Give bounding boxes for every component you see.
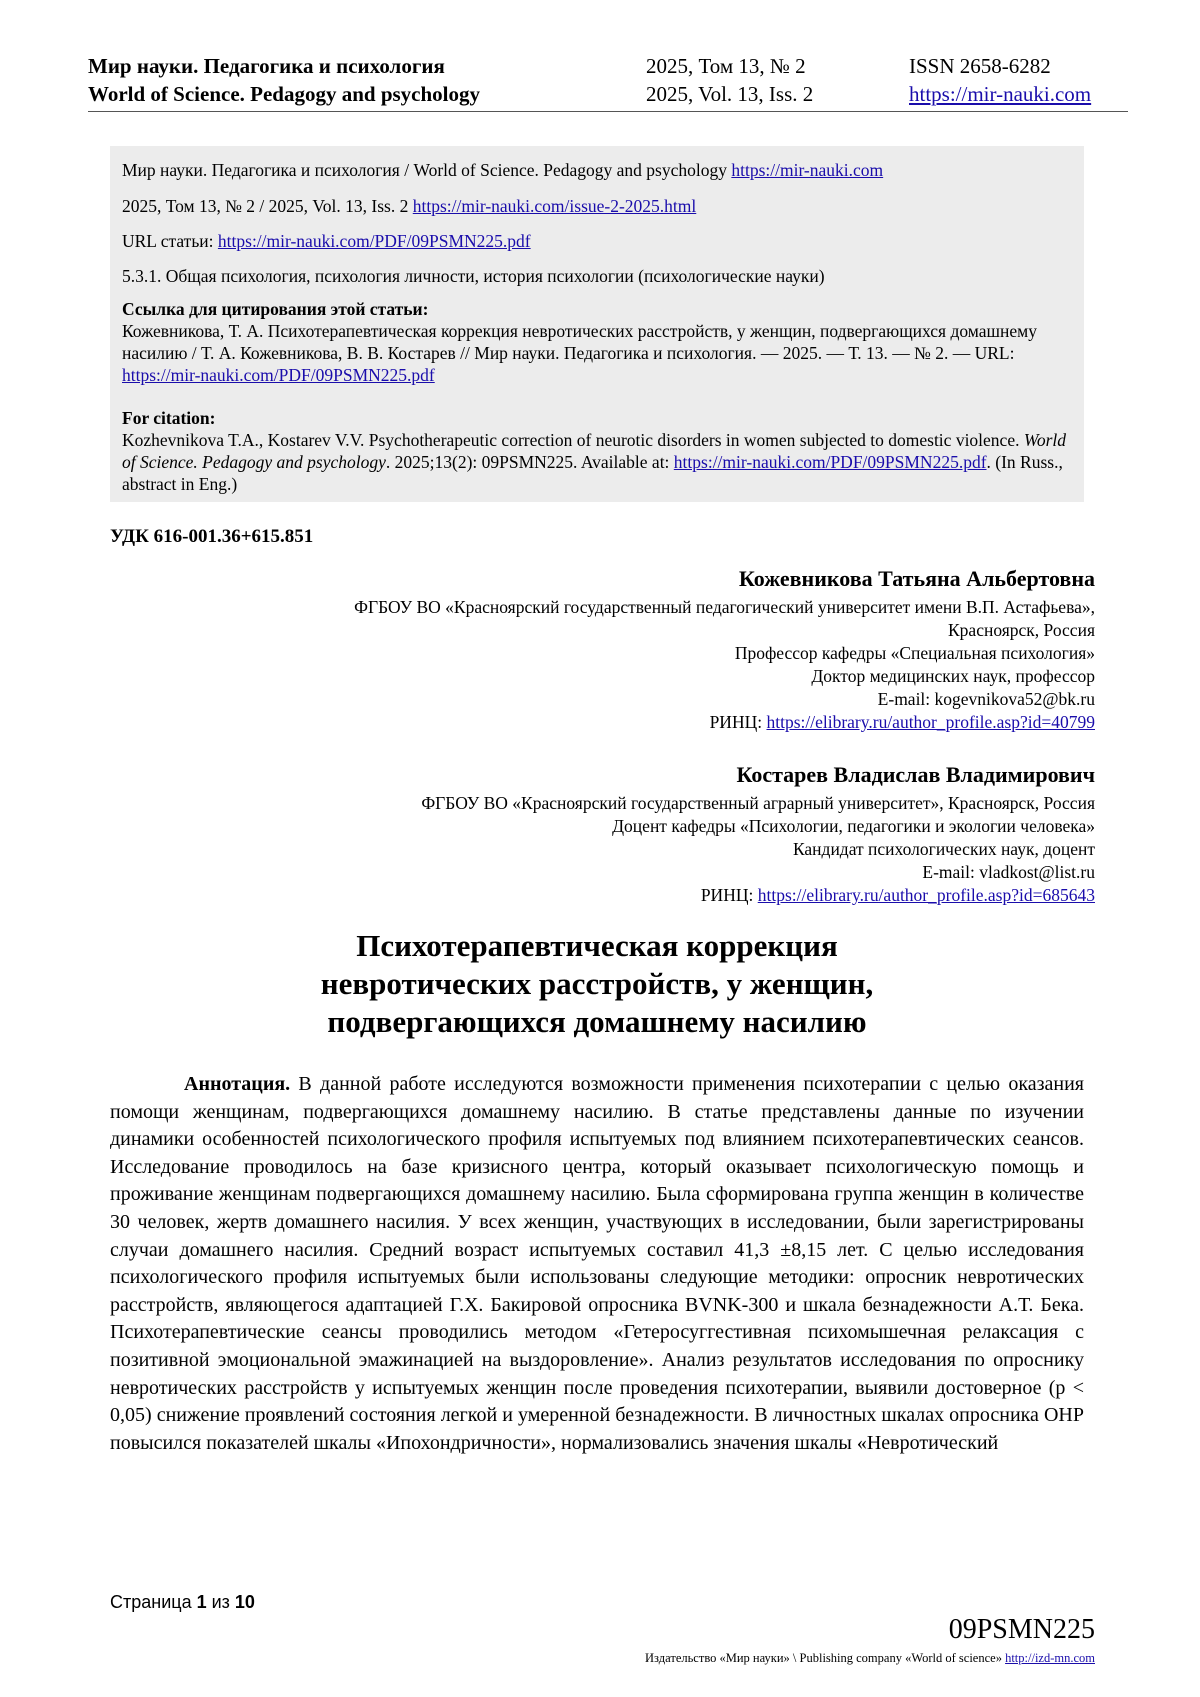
author-degree: Доктор медицинских наук, профессор bbox=[811, 666, 1095, 686]
abstract-text: В данной работе исследуются возможности применения психотерапии с целью оказания помощи женщинам, подвергающихся домашнему насилию. В статье представлены данные по изучении динамики особенностей психологического профиля испытуемых под влиянием психотерапевтических сеансов. Исследование проводилось на базе кризисного центра, который оказывает психологическую помощь и проживание женщинам подвергающихся домашнему насилию. Была сформирована группа женщин в количестве 30 человек, жертв домашнего насилия. У всех женщин, участвующих в исследовании, были зарегистрированы случаи домашнего насилия. Средний возраст испытуемых составил 41,3 ±8,15 лет. С целью исследования психологического профиля испытуемых были использованы следующие методики: опросник невротических расстройств, являющегося адаптацией Г.Х. Бакировой опросника BVNK-300 и шкала безнадежности А.Т. Бека. Психотерапевтические сеансы проводились методом «Гетеросуггестивная психомышечная релаксация с позитивной эмоциональной эмажинацией на выздоровление». Анализ результатов исследования по опроснику невротических расстройств у испытуемых женщин после проведения психотерапии, выявили достоверное (p < 0,05) снижение проявлений состояния легкой и умеренной безнадежности. В личностных шкалах опросника ОНР повысился показателей шкалы «Ипохондричности», нормализовались значения шкалы «Невротический bbox=[110, 1073, 1084, 1454]
page-total: 10 bbox=[234, 1592, 255, 1612]
page-number: 1 bbox=[196, 1592, 207, 1612]
info-url-line bbox=[122, 230, 531, 252]
page-counter bbox=[110, 1592, 255, 1613]
author-block-1 bbox=[195, 564, 1095, 734]
abstract-paragraph bbox=[110, 1071, 1084, 1457]
info-journal-line bbox=[122, 159, 883, 181]
issn: ISSN 2658-6282 bbox=[909, 54, 1051, 78]
publisher-line bbox=[645, 1651, 1095, 1666]
author-block-2 bbox=[195, 760, 1095, 907]
abstract-label: Аннотация. bbox=[184, 1073, 291, 1095]
author-rinc bbox=[195, 711, 1095, 734]
citation-en-label: For citation: bbox=[122, 408, 216, 428]
running-header bbox=[88, 52, 1128, 108]
author-position: Доцент кафедры «Психологии, педагогики и экологии человека» bbox=[612, 816, 1095, 836]
abstract bbox=[110, 1071, 1084, 1457]
author-email: E-mail: vladkost@list.ru bbox=[922, 862, 1095, 882]
author-name: Кожевникова Татьяна Альбертовна bbox=[738, 566, 1095, 591]
author-city: Красноярск, Россия bbox=[948, 620, 1095, 640]
header-divider bbox=[88, 111, 1128, 112]
journal-title-ru: Мир науки. Педагогика и психология bbox=[88, 54, 445, 78]
rinc-label: РИНЦ: bbox=[709, 712, 767, 732]
article-code: 09PSMN225 bbox=[948, 1614, 1095, 1645]
citation-ru-link[interactable]: https://mir-nauki.com/PDF/09PSMN225.pdf bbox=[122, 365, 435, 385]
page-word: Страница bbox=[110, 1592, 197, 1612]
title-line: подвергающихся домашнему насилию bbox=[327, 1004, 867, 1039]
citation-en-text-3: . (In Russ., abstract in Eng.) bbox=[122, 452, 1063, 494]
journal-title-en: World of Science. Pedagogy and psychology bbox=[88, 82, 481, 106]
info-url-label: URL статьи: bbox=[122, 231, 218, 251]
citation-ru bbox=[122, 298, 1072, 386]
issue-en: 2025, Vol. 13, Iss. 2 bbox=[646, 82, 814, 106]
info-issue-text: 2025, Том 13, № 2 / 2025, Vol. 13, Iss. 2 bbox=[122, 196, 413, 216]
citation-en-link[interactable]: https://mir-nauki.com/PDF/09PSMN225.pdf bbox=[673, 452, 987, 472]
citation-en-journal: World of Science. Pedagogy and psychology bbox=[122, 430, 1066, 472]
author-position: Профессор кафедры «Специальная психология» bbox=[734, 643, 1095, 663]
rinc-profile-link[interactable]: https://elibrary.ru/author_profile.asp?id=40799 bbox=[766, 712, 1095, 732]
author-affiliation: ФГБОУ ВО «Красноярский государственный аграрный университет», Красноярск, Россия bbox=[421, 793, 1095, 813]
citation-en-text: Kozhevnikova T.A., Kostarev V.V. Psychotherapeutic correction of neurotic disorders in women subjected to domestic violence. bbox=[122, 430, 1024, 450]
page-of: из bbox=[206, 1592, 235, 1612]
author-affiliation: ФГБОУ ВО «Красноярский государственный педагогический университет имени В.П. Астафьева», bbox=[354, 597, 1095, 617]
info-issue-link[interactable]: https://mir-nauki.com/issue-2-2025.html bbox=[412, 196, 697, 216]
author-degree: Кандидат психологических наук, доцент bbox=[792, 839, 1095, 859]
rinc-label: РИНЦ: bbox=[700, 885, 758, 905]
citation-ru-label: Ссылка для цитирования этой статьи: bbox=[122, 299, 429, 319]
publisher-text: Издательство «Мир науки» \ Publishing company «World of science» bbox=[645, 1651, 1006, 1665]
issue-ru: 2025, Том 13, № 2 bbox=[646, 54, 806, 78]
publisher-link[interactable]: http://izd-mn.com bbox=[1005, 1651, 1095, 1665]
journal-site-link[interactable]: https://mir-nauki.com bbox=[909, 82, 1092, 106]
author-email: E-mail: kogevnikova52@bk.ru bbox=[877, 689, 1095, 709]
info-journal-text: Мир науки. Педагогика и психология / World of Science. Pedagogy and psychology bbox=[122, 160, 732, 180]
citation-en-text-2: . 2025;13(2): 09PSMN225. Available at: bbox=[385, 452, 674, 472]
info-article-url-link[interactable]: https://mir-nauki.com/PDF/09PSMN225.pdf bbox=[217, 231, 531, 251]
info-issue-line bbox=[122, 195, 696, 217]
author-name: Костарев Владислав Владимирович bbox=[736, 762, 1095, 787]
title-line: Психотерапевтическая коррекция bbox=[356, 928, 838, 963]
udk-code: УДК 616-001.36+615.851 bbox=[110, 526, 314, 547]
article-info-box bbox=[110, 146, 1084, 502]
article-title bbox=[110, 927, 1084, 1041]
citation-en bbox=[122, 407, 1072, 495]
author-rinc bbox=[195, 884, 1095, 907]
citation-ru-text: Кожевникова, Т. А. Психотерапевтическая коррекция невротических расстройств, у женщин, подвергающихся домашнему насилию / Т. А. Кожевникова, В. В. Костарев // Мир науки. Педагогика и психология. — 2025. — Т. 13. — № 2. — URL: bbox=[122, 321, 1037, 363]
info-journal-link[interactable]: https://mir-nauki.com bbox=[731, 160, 884, 180]
rinc-profile-link[interactable]: https://elibrary.ru/author_profile.asp?id=685643 bbox=[757, 885, 1095, 905]
title-line: невротических расстройств, у женщин, bbox=[320, 966, 874, 1001]
info-specialty-line: 5.3.1. Общая психология, психология личности, история психологии (психологические науки) bbox=[122, 266, 825, 286]
